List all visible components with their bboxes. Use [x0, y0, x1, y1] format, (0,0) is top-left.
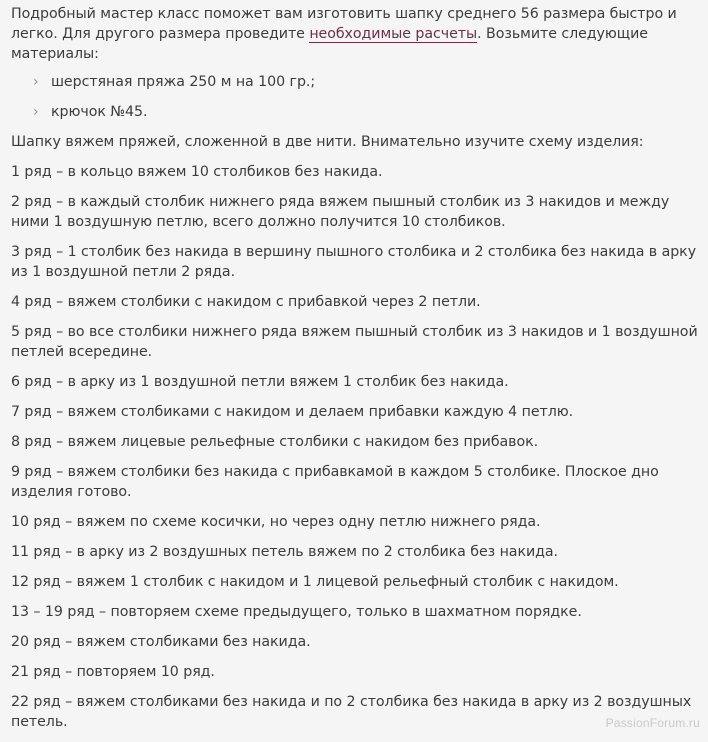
row-instruction: 5 ряд – во все столбики нижнего ряда вяжем пышный столбик из 3 накидов и 1 воздушной петлей всередине. [11, 324, 698, 360]
row-instruction: 11 ряд – в арку из 2 воздушных петель вяжем по 2 столбика без накида. [11, 544, 559, 560]
row-instruction: 13 – 19 ряд – повторяем схеме предыдущего, только в шахматном порядке. [11, 604, 582, 620]
row-instruction: 20 ряд – вяжем столбиками без накида. [11, 634, 311, 650]
row-instruction: 7 ряд – вяжем столбиками с накидом и делаем прибавки каждую 4 петлю. [11, 404, 574, 420]
chevron-right-icon: › [33, 104, 39, 120]
scheme-intro: Шапку вяжем пряжей, сложенной в две нити. Внимательно изучите схему изделия: [11, 134, 644, 150]
row-instruction: 9 ряд – вяжем столбики без накида с прибавкамой в каждом 5 столбике. Плоское дно изделия готово. [11, 464, 659, 500]
row-instruction: 6 ряд – в арку из 1 воздушной петли вяжем 1 столбик без накида. [11, 374, 509, 390]
intro-text-before: Подробный мастер класс поможет вам изготовить шапку среднего 56 размера быстро и легко. Для другого размера проведите [11, 6, 677, 42]
material-text: шерстяная пряжа 250 м на 100 гр.; [51, 74, 316, 90]
site-watermark: PassionForum.ru [605, 716, 700, 730]
list-item [11, 102, 701, 122]
calculations-link[interactable]: необходимые расчеты [309, 26, 478, 42]
row-instruction: 3 ряд – 1 столбик без накида в вершину пышного столбика и 2 столбика без накида в арку из 1 воздушной петли 2 ряда. [11, 244, 697, 280]
row-instruction: 10 ряд – вяжем по схеме косички, но через одну петлю нижнего ряда. [11, 514, 541, 530]
materials-list [11, 72, 701, 122]
intro-text-after: . Возьмите следующие материалы: [11, 26, 648, 62]
material-text: крючок №45. [51, 104, 148, 120]
row-instruction: 22 ряд – вяжем столбиками без накида и по 2 столбика без накида в арку из 2 воздушных петель. [11, 694, 692, 730]
row-instruction: 12 ряд – вяжем 1 столбик с накидом и 1 лицевой рельефный столбик с накидом. [11, 574, 619, 590]
row-instruction: 21 ряд – повторяем 10 ряд. [11, 664, 215, 680]
row-instruction: 2 ряд – в каждый столбик нижнего ряда вяжем пышный столбик из 3 накидов и между ними 1 воздушную петлю, всего должно получится 10 столбиков. [11, 194, 670, 230]
list-item [11, 72, 701, 92]
row-instruction: 1 ряд – в кольцо вяжем 10 столбиков без накида. [11, 164, 383, 180]
row-instruction: 8 ряд – вяжем лицевые рельефные столбики с накидом без прибавок. [11, 434, 539, 450]
intro-paragraph [11, 4, 701, 64]
article-body [11, 4, 701, 742]
row-instruction: 4 ряд – вяжем столбики с накидом с прибавкой через 2 петли. [11, 294, 481, 310]
chevron-right-icon: › [33, 74, 39, 90]
